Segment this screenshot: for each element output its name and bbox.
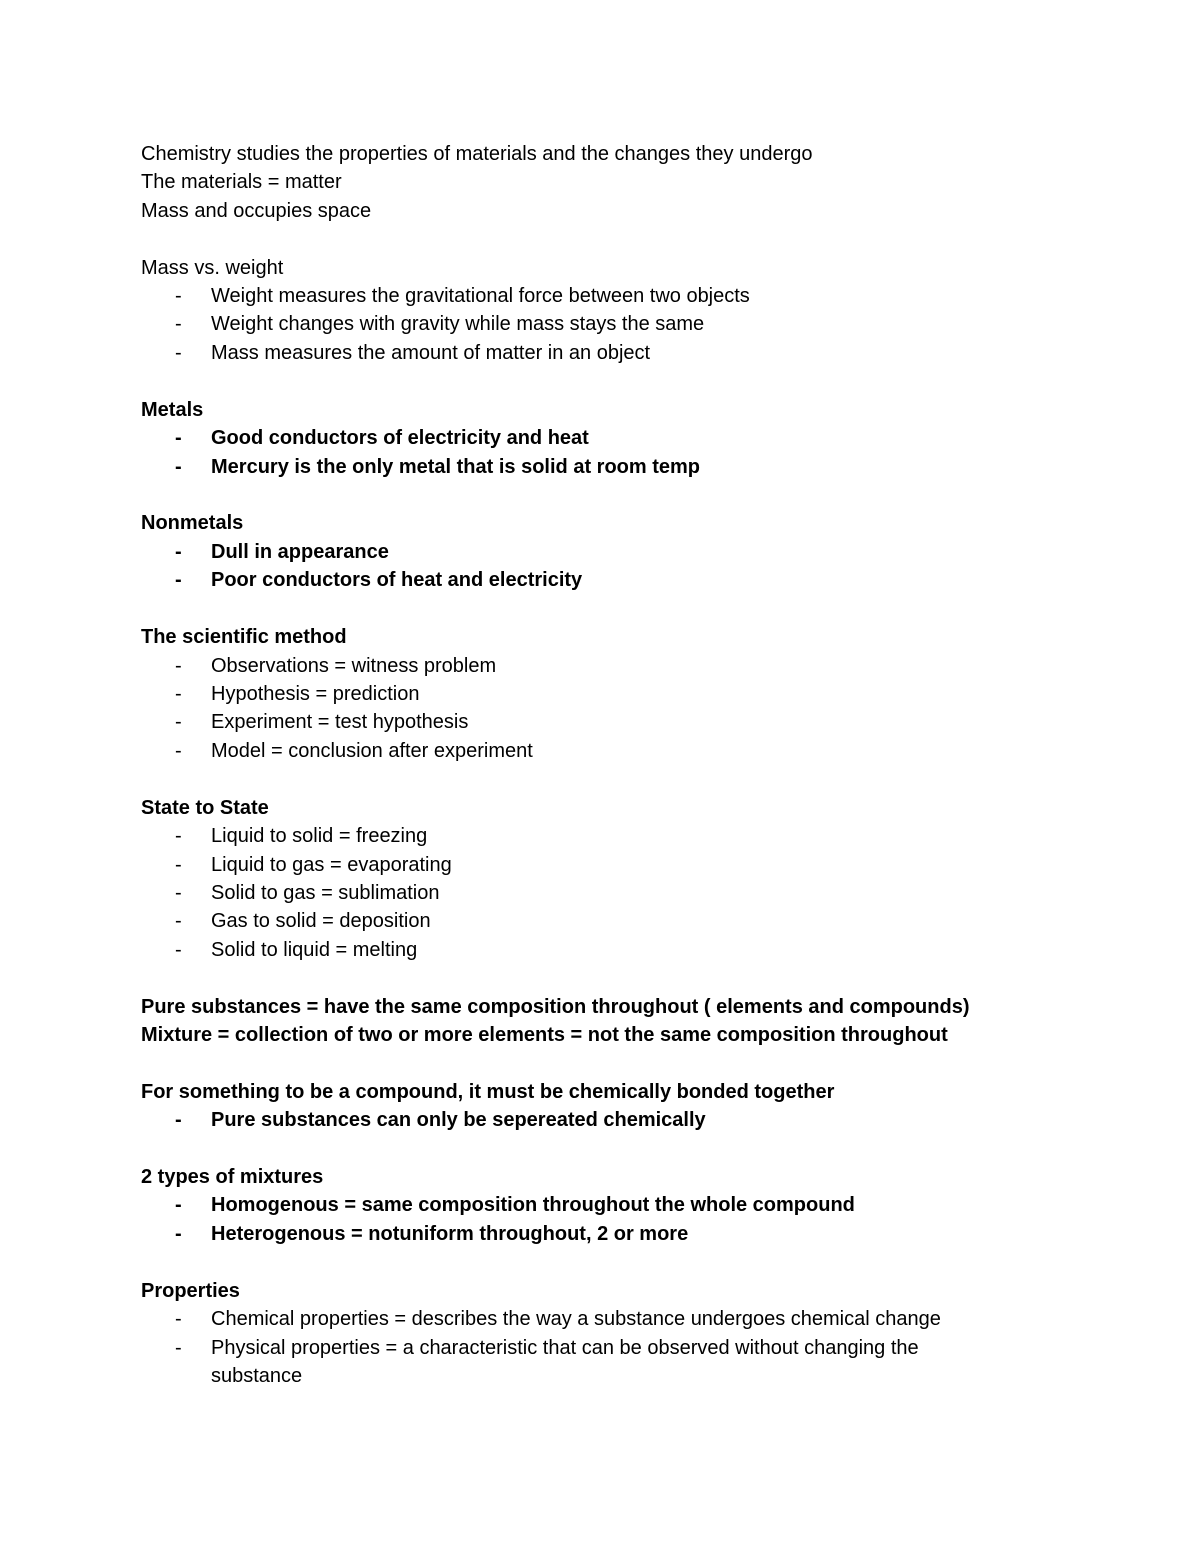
pure-substances-line: Pure substances = have the same composition throughout ( elements and compounds) bbox=[141, 996, 970, 1018]
metals-heading: Metals bbox=[141, 399, 204, 421]
intro-line-1: Chemistry studies the properties of materials and the changes they undergo bbox=[141, 143, 813, 165]
mixture-line: Mixture = collection of two or more elements = not the same composition throughout bbox=[141, 1024, 948, 1046]
intro-line-3: Mass and occupies space bbox=[141, 200, 372, 222]
compound-heading: For something to be a compound, it must be chemically bonded together bbox=[141, 1081, 835, 1103]
properties-heading: Properties bbox=[141, 1280, 240, 1302]
document-page: Chemistry studies the properties of materials and the changes they undergo The materials = matter Mass and occupies space Mass vs. weight - Weight measures the gravitational force between two objects - Weight changes with gravity while mass stays the same - Mass measures the amount of matter in an object Metals - Good conductors of electricity and heat - Mercury is the only metal that is solid at room temp Nonmetals - Dull in appearance - Poor conductors of heat and electricity The scientific method - Observations = witness problem - Hypothesis = prediction - Experiment = test hypothesis - Model = conclusion after experiment State to State - Liquid to solid = freezing - Liquid to gas = evaporating - Solid to gas = sublimation - Gas to solid = deposition - Solid to liquid = melting Pure substances = have the same composition throughout ( elements and compounds) Mixture = collection of two or more elements = not the same composition throughout For something to be a compound, it must be chemically bonded together - Pure substances can only be sepereated chemically 2 types of mixtures - Homogenous = same composition throughout the whole compound - Heterogenous = notuniform throughout, 2 or more Properties - Chemical properties = describes the way a substance undergoes chemical change - Physical properties = a characteristic that can be observed without changing the substance bbox=[0, 0, 1200, 1553]
mass-weight-heading: Mass vs. weight bbox=[141, 257, 284, 279]
mixture-types-heading: 2 types of mixtures bbox=[141, 1166, 324, 1188]
state-to-state-heading: State to State bbox=[141, 797, 269, 819]
list-item-continuation: substance bbox=[211, 1365, 303, 1387]
intro-line-2: The materials = matter bbox=[141, 171, 342, 193]
nonmetals-heading: Nonmetals bbox=[141, 512, 244, 534]
scientific-method-heading: The scientific method bbox=[141, 626, 347, 648]
